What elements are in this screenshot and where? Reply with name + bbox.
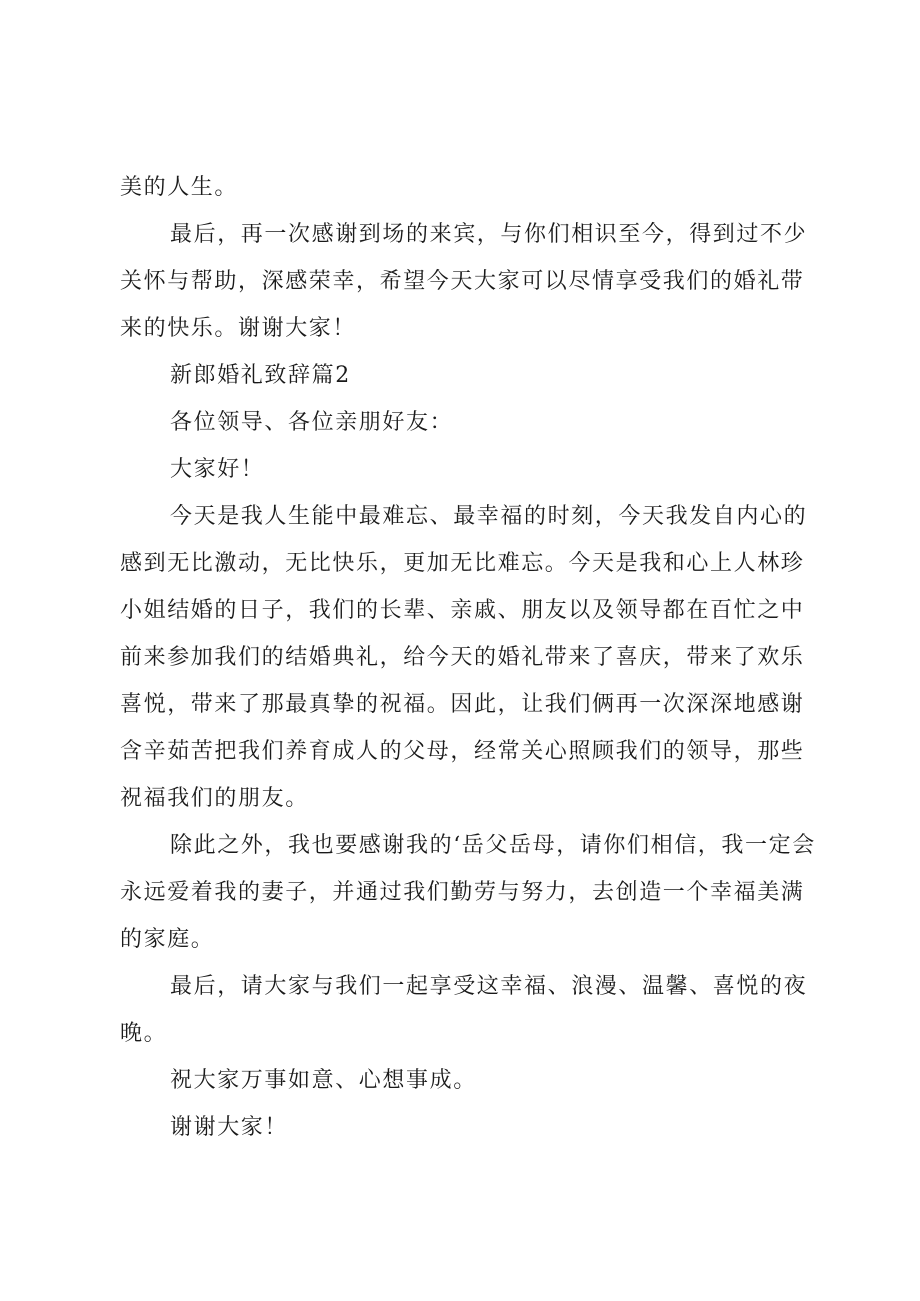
paragraph-enjoy-evening: 最后，请大家与我们一起享受这幸福、浪漫、温馨、喜悦的夜晚。 [120, 974, 808, 1046]
paragraph-in-laws: 除此之外，我也要感谢我的‘岳父岳母，请你们相信，我一定会永远爱着我的妻子，并通过我们勤劳与努力，去创造一个幸福美满的家庭。 [120, 833, 816, 952]
document-body [120, 164, 820, 1151]
paragraph-continuation: 美的人生。 [120, 175, 239, 200]
section-heading: 新郎婚礼致辞篇2 [170, 363, 351, 388]
paragraph-salutation: 各位领导、各位亲朋好友： [170, 410, 454, 435]
paragraph-main-speech: 今天是我人生能中最难忘、最幸福的时刻，今天我发自内心的感到无比激动，无比快乐，更加无比难忘。今天是我和心上人林珍小姐结婚的日子，我们的长辈、亲戚、朋友以及领导都在百忙之中前来参加我们的结婚典礼，给今天的婚礼带来了喜庆，带来了欢乐喜悦，带来了那最真挚的祝福。因此，让我们俩再一次深深地感谢含辛茹苦把我们养育成人的父母，经常关心照顾我们的领导，那些祝福我们的朋友。 [120, 504, 808, 811]
paragraph-wishes: 祝大家万事如意、心想事成。 [170, 1068, 477, 1093]
paragraph-closing-thanks: 最后，再一次感谢到场的来宾，与你们相识至今，得到过不少关怀与帮助，深感荣幸，希望今天大家可以尽情享受我们的婚礼带来的快乐。谢谢大家！ [120, 222, 808, 341]
paragraph-final-thanks: 谢谢大家！ [170, 1115, 289, 1140]
paragraph-greeting: 大家好！ [170, 457, 265, 482]
